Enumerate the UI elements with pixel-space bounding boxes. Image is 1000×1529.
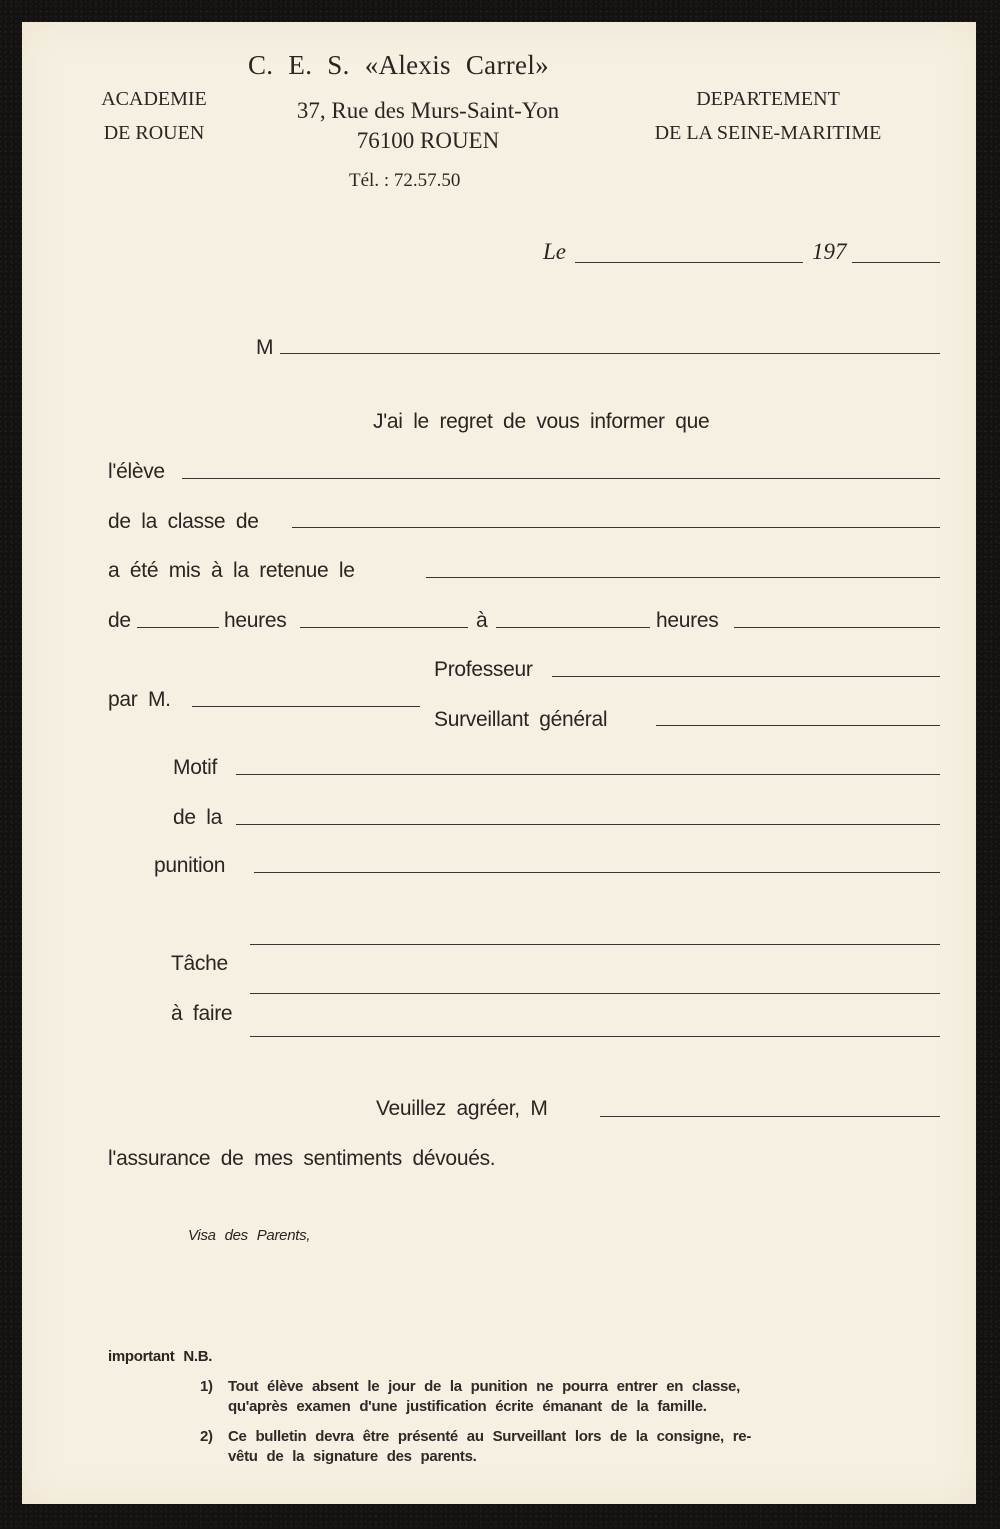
department-line2: DE LA SEINE-MARITIME	[654, 122, 882, 144]
school-phone: Tél. : 72.57.50	[349, 170, 461, 191]
date-year-field[interactable]	[852, 262, 940, 263]
time-to-label: à	[476, 609, 488, 632]
task-label-2: à faire	[171, 1002, 233, 1025]
note-text-line1: Ce bulletin devra être présenté au Surveillant lors de la consigne, re-	[228, 1428, 752, 1445]
reason-field-2[interactable]	[236, 824, 940, 825]
note-text-line1: Tout élève absent le jour de la punition ne pourra entrer en classe,	[228, 1378, 740, 1395]
task-field-2[interactable]	[250, 993, 940, 994]
time-from-label: de	[108, 609, 131, 632]
task-label-1: Tâche	[171, 952, 228, 975]
date-day-field[interactable]	[575, 262, 803, 263]
reason-label-1: Motif	[173, 756, 218, 779]
parents-signature-area[interactable]	[188, 1252, 588, 1332]
student-field[interactable]	[182, 478, 940, 479]
department-block	[628, 82, 908, 150]
professor-label: Professeur	[434, 658, 533, 681]
closing-recipient-field[interactable]	[600, 1116, 940, 1117]
professor-field[interactable]	[552, 676, 940, 677]
detention-date-field[interactable]	[426, 577, 940, 578]
date-prefix: Le	[543, 239, 566, 264]
note-number: 1)	[200, 1378, 213, 1395]
class-field[interactable]	[292, 527, 940, 528]
parents-visa-label: Visa des Parents,	[188, 1227, 311, 1244]
intro-text: J'ai le regret de vous informer que	[373, 410, 710, 433]
reason-field-3[interactable]	[254, 872, 940, 873]
academy-line2: DE ROUEN	[103, 122, 205, 144]
note-number: 2)	[200, 1428, 213, 1445]
address-street: 37, Rue des Murs-Saint-Yon	[296, 98, 560, 123]
task-field-3[interactable]	[250, 1036, 940, 1037]
note-item-2	[200, 1427, 900, 1467]
reason-label-2: de la	[173, 806, 223, 829]
class-label: de la classe de	[108, 510, 259, 533]
school-address	[248, 96, 608, 156]
reason-label-3: punition	[154, 854, 226, 877]
address-city: 76100 ROUEN	[356, 128, 500, 153]
reason-field-1[interactable]	[236, 774, 940, 775]
hours-to-extra-field[interactable]	[734, 627, 940, 628]
note-item-1	[200, 1377, 900, 1417]
by-label: par M.	[108, 688, 171, 711]
date-year-prefix: 197	[812, 239, 847, 264]
notes-title: important N.B.	[108, 1348, 213, 1365]
closing-line2: l'assurance de mes sentiments dévoués.	[108, 1147, 496, 1170]
note-text-line2: vêtu de la signature des parents.	[228, 1448, 477, 1465]
hours-label-2: heures	[656, 609, 719, 632]
by-name-field[interactable]	[192, 706, 420, 707]
academy-block	[88, 82, 220, 150]
task-field-1[interactable]	[250, 944, 940, 945]
hours-from-extra-field[interactable]	[300, 627, 468, 628]
student-label: l'élève	[108, 460, 165, 483]
academy-line1: ACADEMIE	[101, 88, 207, 110]
detention-date-label: a été mis à la retenue le	[108, 559, 355, 582]
hours-label-1: heures	[224, 609, 287, 632]
department-line1: DEPARTEMENT	[696, 88, 840, 110]
supervisor-label: Surveillant général	[434, 708, 608, 731]
school-title: C. E. S. «Alexis Carrel»	[248, 50, 549, 80]
recipient-label: M	[256, 336, 274, 359]
note-text-line2: qu'après examen d'une justification écrite émanant de la famille.	[228, 1398, 707, 1415]
time-to-field[interactable]	[496, 627, 650, 628]
recipient-field[interactable]	[280, 353, 940, 354]
supervisor-field[interactable]	[656, 725, 940, 726]
closing-label: Veuillez agréer, M	[376, 1097, 548, 1120]
time-from-field[interactable]	[137, 627, 219, 628]
